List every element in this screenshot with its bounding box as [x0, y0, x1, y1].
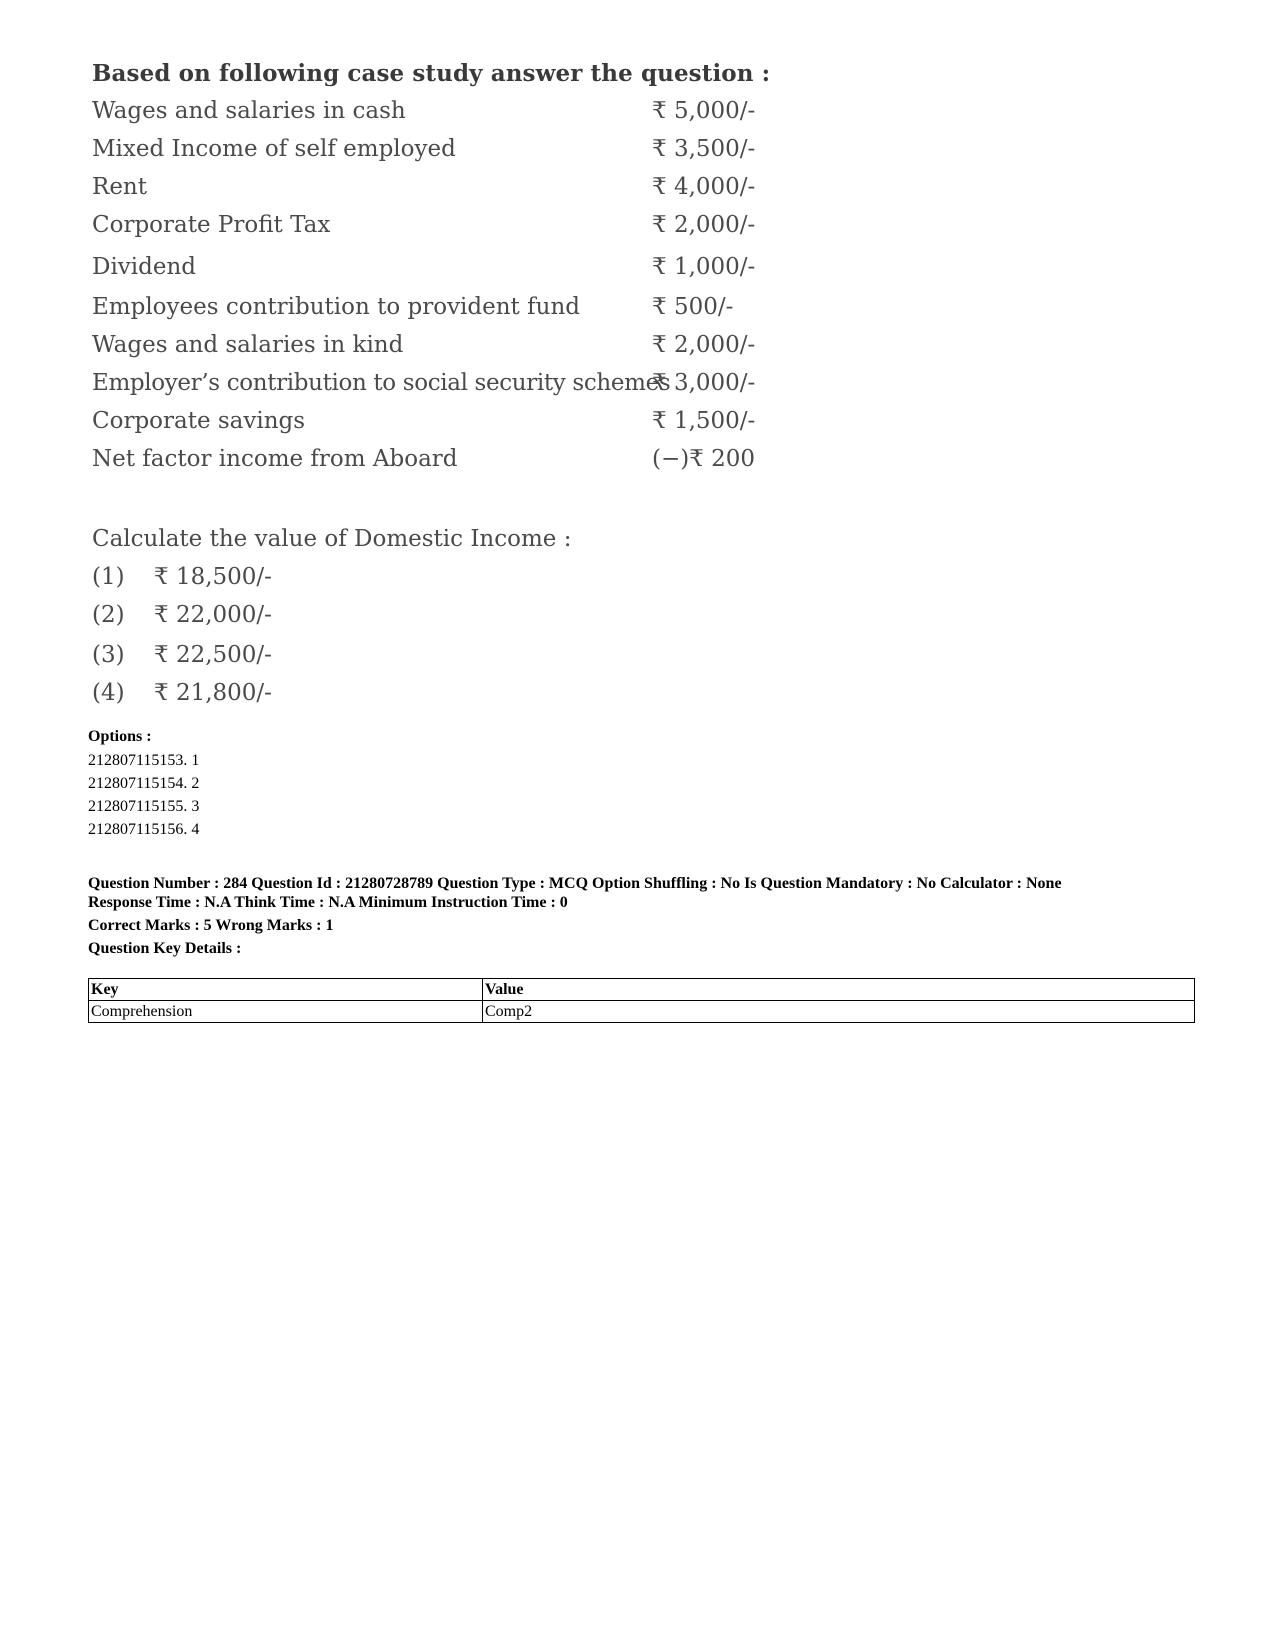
calculation-prompt: Calculate the value of Domestic Income : — [92, 526, 572, 552]
answer-choice-number: (1) — [92, 564, 125, 590]
case-row — [92, 136, 792, 168]
option-item: 212807115154. 2 — [88, 775, 200, 792]
case-row-label: Employees contribution to provident fund — [92, 294, 580, 320]
case-row — [92, 174, 792, 206]
case-row-value: ₹ 2,000/- — [652, 212, 756, 238]
case-row-value: ₹ 3,000/- — [652, 370, 756, 396]
option-item: 212807115155. 3 — [88, 798, 200, 815]
case-row-value: ₹ 4,000/- — [652, 174, 756, 200]
case-row — [92, 332, 792, 364]
case-row-value: ₹ 3,500/- — [652, 136, 756, 162]
case-study-heading: Based on following case study answer the question : — [92, 60, 771, 87]
case-row — [92, 98, 792, 130]
case-row — [92, 370, 792, 402]
answer-choice-value: ₹ 22,000/- — [154, 602, 272, 628]
case-row-value: ₹ 2,000/- — [652, 332, 756, 358]
key-details-table — [88, 978, 1195, 1023]
case-row-label: Wages and salaries in cash — [92, 98, 406, 124]
case-row — [92, 254, 792, 286]
answer-choice-value: ₹ 21,800/- — [154, 680, 272, 706]
case-row — [92, 294, 792, 326]
answer-choice-value: ₹ 22,500/- — [154, 642, 272, 668]
marks-line: Correct Marks : 5 Wrong Marks : 1 — [88, 917, 334, 934]
case-row-label: Mixed Income of self employed — [92, 136, 456, 162]
question-meta-line: Response Time : N.A Think Time : N.A Minimum Instruction Time : 0 — [88, 894, 568, 911]
table-cell-key: Comprehension — [89, 1001, 483, 1023]
case-row-label: Corporate Profit Tax — [92, 212, 331, 238]
case-row-label: Net factor income from Aboard — [92, 446, 458, 472]
case-row-value: (−)₹ 200 — [652, 446, 756, 472]
case-row — [92, 212, 792, 244]
answer-choice-number: (4) — [92, 680, 125, 706]
question-meta-line: Question Number : 284 Question Id : 21280728789 Question Type : MCQ Option Shuffling : No Is Question Mandatory : No Calculator : None — [88, 875, 1062, 892]
table-header-key: Key — [89, 979, 483, 1001]
option-item: 212807115153. 1 — [88, 752, 200, 769]
table-header-value: Value — [483, 979, 1195, 1001]
case-row-label: Rent — [92, 174, 147, 200]
case-row-label: Wages and salaries in kind — [92, 332, 404, 358]
answer-choice-value: ₹ 18,500/- — [154, 564, 272, 590]
answer-choice-number: (3) — [92, 642, 125, 668]
table-row — [89, 1001, 1195, 1023]
case-row-value: ₹ 500/- — [652, 294, 734, 320]
option-item: 212807115156. 4 — [88, 821, 200, 838]
case-row-value: ₹ 5,000/- — [652, 98, 756, 124]
case-row — [92, 446, 792, 478]
answer-choice-number: (2) — [92, 602, 125, 628]
case-row — [92, 408, 792, 440]
table-header-row — [89, 979, 1195, 1001]
key-details-label: Question Key Details : — [88, 940, 242, 957]
table-cell-value: Comp2 — [483, 1001, 1195, 1023]
options-label: Options : — [88, 728, 152, 745]
case-row-value: ₹ 1,000/- — [652, 254, 756, 280]
case-row-label: Corporate savings — [92, 408, 306, 434]
case-row-label: Employer’s contribution to social security schemes — [92, 370, 671, 396]
case-row-label: Dividend — [92, 254, 197, 280]
case-row-value: ₹ 1,500/- — [652, 408, 756, 434]
